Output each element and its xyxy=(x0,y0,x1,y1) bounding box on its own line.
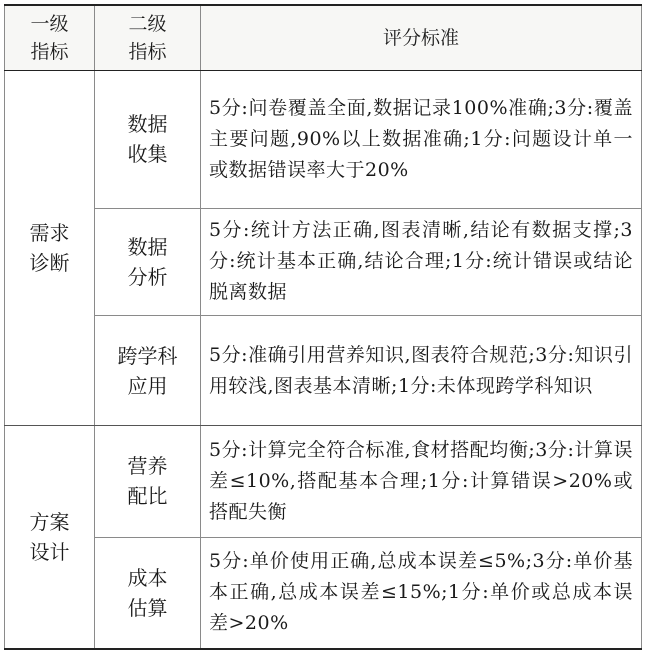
header-secondary-line-1: 二级 xyxy=(128,12,167,35)
secondary-indicator-line-2: 收集 xyxy=(127,142,168,167)
table-row xyxy=(5,537,642,649)
header-secondary-indicator xyxy=(95,5,201,70)
secondary-indicator-line-1: 跨学科 xyxy=(117,343,178,368)
criteria-cell: 5分:准确引用营养知识,图表符合规范;3分:知识引用较浅,图表基本清晰;1分:未体现跨学科知识 xyxy=(201,316,642,426)
table-row xyxy=(5,426,642,538)
secondary-indicator-line-1: 营养 xyxy=(127,454,168,479)
primary-indicator-line-2: 设计 xyxy=(29,540,70,564)
table-row xyxy=(5,208,642,316)
secondary-indicator-cell xyxy=(95,316,201,426)
primary-indicator-line-2: 诊断 xyxy=(29,250,70,275)
scoring-criteria-table xyxy=(4,4,642,650)
header-primary-indicator xyxy=(5,5,95,70)
header-row xyxy=(5,5,642,70)
secondary-indicator-cell xyxy=(95,537,201,649)
criteria-cell: 5分:单价使用正确,总成本误差≤5%;3分:单价基本正确,总成本误差≤15%;1分:单价或总成本误差>20% xyxy=(201,537,642,649)
primary-indicator-line-1: 方案 xyxy=(29,510,70,534)
secondary-indicator-line-1: 成本 xyxy=(127,565,168,590)
criteria-cell: 5分:统计方法正确,图表清晰,结论有数据支撑;3分:统计基本正确,结论合理;1分:统计错误或结论脱离数据 xyxy=(201,208,642,316)
header-secondary-line-2: 指标 xyxy=(128,40,167,63)
secondary-indicator-line-1: 数据 xyxy=(127,112,168,137)
secondary-indicator-line-2: 估算 xyxy=(127,595,168,620)
secondary-indicator-cell xyxy=(95,426,201,538)
criteria-cell: 5分:问卷覆盖全面,数据记录100%准确;3分:覆盖主要问题,90%以上数据准确;1分:问题设计单一或数据错误率大于20% xyxy=(201,70,642,208)
secondary-indicator-cell xyxy=(95,208,201,316)
header-primary-line-2: 指标 xyxy=(30,40,69,63)
primary-indicator-cell xyxy=(5,70,95,426)
secondary-indicator-line-1: 数据 xyxy=(127,234,168,259)
primary-indicator-cell xyxy=(5,426,95,649)
secondary-indicator-cell xyxy=(95,70,201,208)
primary-indicator-line-1: 需求 xyxy=(29,220,70,245)
secondary-indicator-line-2: 配比 xyxy=(127,484,168,509)
criteria-cell: 5分:计算完全符合标准,食材搭配均衡;3分:计算误差≤10%,搭配基本合理;1分:计算错误>20%或搭配失衡 xyxy=(201,426,642,538)
secondary-indicator-line-2: 分析 xyxy=(127,264,168,289)
header-primary-line-1: 一级 xyxy=(30,12,69,35)
table-row xyxy=(5,316,642,426)
secondary-indicator-line-2: 应用 xyxy=(127,373,168,398)
table-row xyxy=(5,70,642,208)
header-scoring-criteria: 评分标准 xyxy=(201,5,642,70)
